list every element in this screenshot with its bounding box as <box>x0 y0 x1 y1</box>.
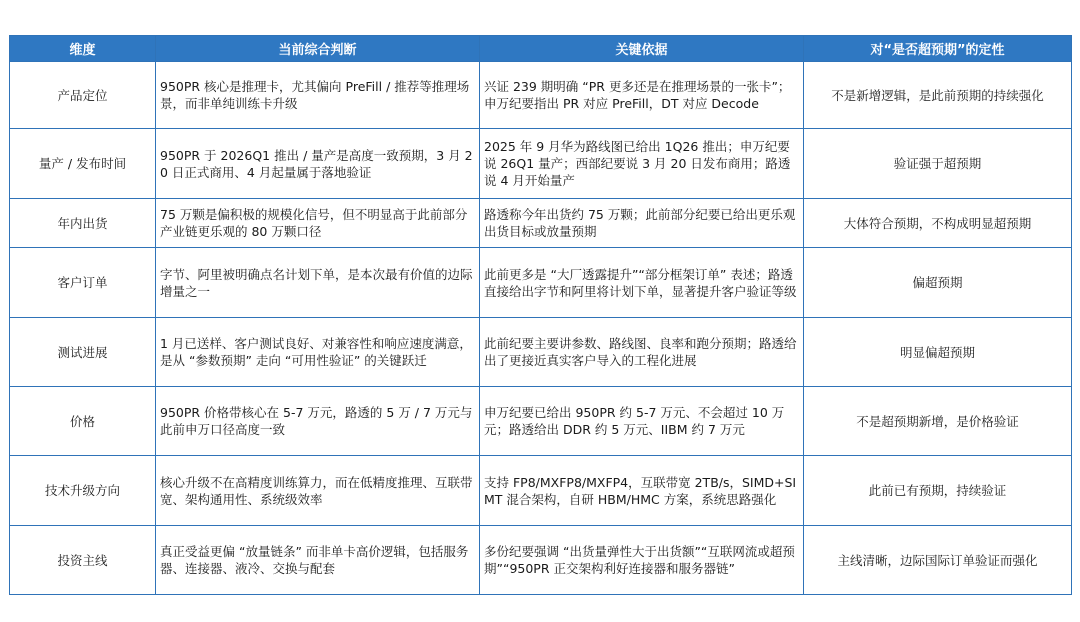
cell-dimension: 客户订单 <box>10 248 156 318</box>
cell-dimension: 产品定位 <box>10 62 156 129</box>
cell-basis: 兴证 239 期明确 “PR 更多还是在推理场景的一张卡”；申万纪要指出 PR 对应 PreFill，DT 对应 Decode <box>480 62 804 129</box>
comparison-table-container <box>9 35 1071 595</box>
table-row <box>10 526 1072 595</box>
cell-judgment: 75 万颗是偏积极的规模化信号，但不明显高于此前部分产业链更乐观的 80 万颗口径 <box>156 199 480 248</box>
cell-dimension: 技术升级方向 <box>10 456 156 526</box>
cell-verdict: 主线清晰，边际国际订单验证而强化 <box>804 526 1072 595</box>
cell-verdict: 此前已有预期，持续验证 <box>804 456 1072 526</box>
table-row <box>10 318 1072 387</box>
cell-verdict: 不是超预期新增，是价格验证 <box>804 387 1072 456</box>
cell-basis: 申万纪要已给出 950PR 约 5-7 万元、不会超过 10 万元；路透给出 DDR 约 5 万元、IIBM 约 7 万元 <box>480 387 804 456</box>
cell-verdict: 验证强于超预期 <box>804 129 1072 199</box>
cell-basis: 路透称今年出货约 75 万颗；此前部分纪要已给出更乐观出货目标或放量预期 <box>480 199 804 248</box>
table-row <box>10 387 1072 456</box>
cell-basis: 多份纪要强调 “出货量弹性大于出货额”“互联网流或超预期”“950PR 正交架构利好连接器和服务器链” <box>480 526 804 595</box>
cell-verdict: 偏超预期 <box>804 248 1072 318</box>
cell-verdict: 不是新增逻辑，是此前预期的持续强化 <box>804 62 1072 129</box>
cell-dimension: 量产 / 发布时间 <box>10 129 156 199</box>
cell-dimension: 年内出货 <box>10 199 156 248</box>
cell-judgment: 字节、阿里被明确点名计划下单，是本次最有价值的边际增量之一 <box>156 248 480 318</box>
cell-judgment: 1 月已送样、客户测试良好、对兼容性和响应速度满意，是从 “参数预期” 走向 “可用性验证” 的关键跃迁 <box>156 318 480 387</box>
cell-basis: 此前更多是 “大厂透露提升”“部分框架订单” 表述；路透直接给出字节和阿里将计划下单，显著提升客户验证等级 <box>480 248 804 318</box>
header-verdict: 对“是否超预期”的定性 <box>804 36 1072 62</box>
header-judgment: 当前综合判断 <box>156 36 480 62</box>
cell-verdict: 明显偏超预期 <box>804 318 1072 387</box>
table-header-row <box>10 36 1072 62</box>
cell-basis: 支持 FP8/MXFP8/MXFP4，互联带宽 2TB/s，SIMD+SIMT 混合架构，自研 HBM/HMC 方案，系统思路强化 <box>480 456 804 526</box>
cell-judgment: 真正受益更偏 “放量链条” 而非单卡高价逻辑，包括服务器、连接器、液冷、交换与配套 <box>156 526 480 595</box>
cell-judgment: 950PR 于 2026Q1 推出 / 量产是高度一致预期，3 月 20 日正式商用、4 月起量属于落地验证 <box>156 129 480 199</box>
cell-judgment: 950PR 核心是推理卡，尤其偏向 PreFill / 推荐等推理场景，而非单纯训练卡升级 <box>156 62 480 129</box>
cell-dimension: 价格 <box>10 387 156 456</box>
cell-dimension: 测试进展 <box>10 318 156 387</box>
cell-basis: 2025 年 9 月华为路线图已给出 1Q26 推出；申万纪要说 26Q1 量产；西部纪要说 3 月 20 日发布商用；路透说 4 月开始量产 <box>480 129 804 199</box>
cell-basis: 此前纪要主要讲参数、路线图、良率和跑分预期；路透给出了更接近真实客户导入的工程化进展 <box>480 318 804 387</box>
header-basis: 关键依据 <box>480 36 804 62</box>
table-row <box>10 62 1072 129</box>
cell-dimension: 投资主线 <box>10 526 156 595</box>
table-row <box>10 456 1072 526</box>
table-row <box>10 129 1072 199</box>
cell-judgment: 950PR 价格带核心在 5-7 万元，路透的 5 万 / 7 万元与此前申万口径高度一致 <box>156 387 480 456</box>
cell-judgment: 核心升级不在高精度训练算力，而在低精度推理、互联带宽、架构通用性、系统级效率 <box>156 456 480 526</box>
cell-verdict: 大体符合预期，不构成明显超预期 <box>804 199 1072 248</box>
header-dimension: 维度 <box>10 36 156 62</box>
table-row <box>10 199 1072 248</box>
table-row <box>10 248 1072 318</box>
comparison-table <box>9 35 1072 595</box>
